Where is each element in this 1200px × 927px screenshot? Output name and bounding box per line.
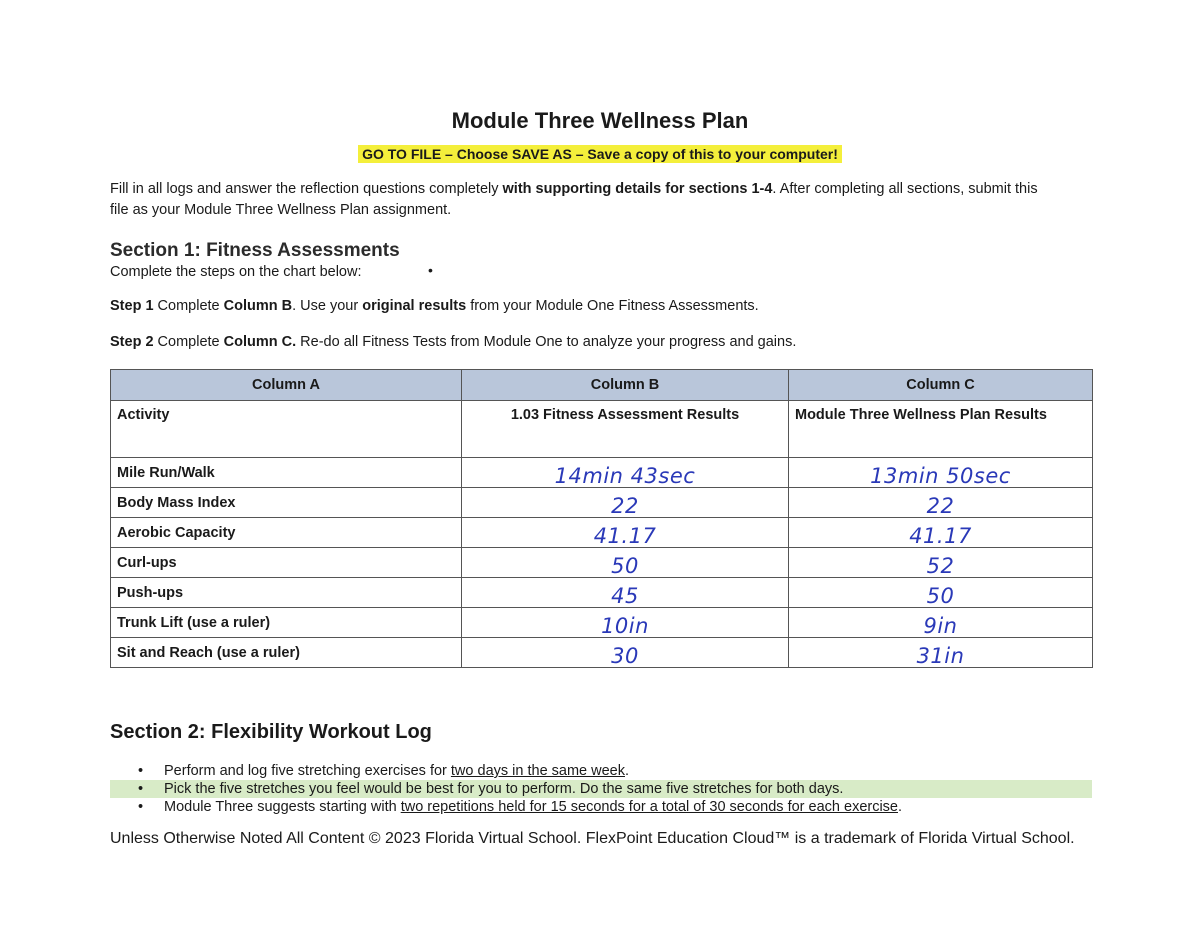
column-c-value: 22 — [789, 488, 1093, 518]
activity-label: Mile Run/Walk — [111, 458, 462, 488]
subheader-activity: Activity — [111, 401, 462, 458]
section2-requirements-list — [110, 762, 1092, 816]
activity-label: Push-ups — [111, 578, 462, 608]
intro-text-bold: with supporting details for sections 1-4 — [502, 181, 773, 197]
column-c-value: 31in — [789, 638, 1093, 668]
page-title: Module Three Wellness Plan — [451, 108, 749, 133]
activity-label: Aerobic Capacity — [111, 518, 462, 548]
table-row — [111, 608, 1093, 638]
table-row — [111, 518, 1093, 548]
step1-text-1: Complete — [153, 298, 224, 314]
section1-subtext: Complete the steps on the chart below: — [110, 264, 362, 280]
section2-heading: Section 2: Flexibility Workout Log — [110, 721, 432, 743]
table-row — [111, 578, 1093, 608]
column-c-value: 13min 50sec — [789, 458, 1093, 488]
step1-column: Column B — [223, 298, 293, 314]
table-row — [111, 548, 1093, 578]
step2-instruction — [110, 334, 796, 350]
step2-text-1: Complete — [153, 334, 224, 350]
table-row — [111, 638, 1093, 668]
copyright-footer: Unless Otherwise Noted All Content © 2023 Florida Virtual School. FlexPoint Education Cloud™ is a trademark of Florida Virtual School. — [110, 830, 1075, 847]
header-column-b: Column B — [462, 370, 789, 401]
activity-label: Body Mass Index — [111, 488, 462, 518]
intro-text-1: Fill in all logs and answer the reflection questions completely — [110, 181, 503, 197]
step2-text-2: Re-do all Fitness Tests from Module One to analyze your progress and gains. — [296, 334, 797, 350]
activity-label: Sit and Reach (use a ruler) — [111, 638, 462, 668]
header-column-c: Column C — [789, 370, 1093, 401]
subheader-wellness-results: Module Three Wellness Plan Results — [789, 401, 1093, 458]
activity-label: Trunk Lift (use a ruler) — [111, 608, 462, 638]
table-row — [111, 458, 1093, 488]
stray-bullet: • — [428, 262, 433, 278]
table-header-row — [111, 370, 1093, 401]
column-b-value: 41.17 — [462, 518, 789, 548]
subheader-fitness-results: 1.03 Fitness Assessment Results — [462, 401, 789, 458]
step2-column: Column C. — [223, 334, 297, 350]
step1-label: Step 1 — [110, 298, 154, 314]
column-b-value: 45 — [462, 578, 789, 608]
save-instruction-banner: GO TO FILE – Choose SAVE AS – Save a copy of this to your computer! — [358, 145, 842, 163]
column-c-value: 52 — [789, 548, 1093, 578]
step1-instruction — [110, 298, 759, 314]
step1-text-3: from your Module One Fitness Assessments. — [466, 298, 759, 314]
header-column-a: Column A — [111, 370, 462, 401]
list-item: • Perform and log five stretching exercises for two days in the same week. — [110, 762, 1092, 780]
intro-text-2: . After completing all sections, submit this file as your Module Three Wellness Plan assignment. — [110, 181, 1038, 218]
step2-label: Step 2 — [110, 334, 154, 350]
column-c-value: 9in — [789, 608, 1093, 638]
column-b-value: 14min 43sec — [462, 458, 789, 488]
step1-text-2: . Use your — [292, 298, 363, 314]
column-b-value: 10in — [462, 608, 789, 638]
column-c-value: 41.17 — [789, 518, 1093, 548]
save-instruction-banner-wrap — [0, 145, 1200, 164]
column-b-value: 30 — [462, 638, 789, 668]
list-item: • Pick the five stretches you feel would be best for you to perform. Do the same five stretches for both days. — [110, 780, 1092, 798]
column-c-value: 50 — [789, 578, 1093, 608]
column-b-value: 50 — [462, 548, 789, 578]
intro-paragraph — [110, 179, 1050, 221]
column-b-value: 22 — [462, 488, 789, 518]
table-row — [111, 488, 1093, 518]
step1-bold: original results — [362, 298, 467, 314]
fitness-assessment-table — [110, 369, 1093, 668]
table-subheader-row — [111, 401, 1093, 458]
activity-label: Curl-ups — [111, 548, 462, 578]
section1-heading: Section 1: Fitness Assessments — [110, 240, 400, 261]
list-item: • Module Three suggests starting with two repetitions held for 15 seconds for a total of 30 seconds for each exercise. — [110, 798, 1092, 816]
